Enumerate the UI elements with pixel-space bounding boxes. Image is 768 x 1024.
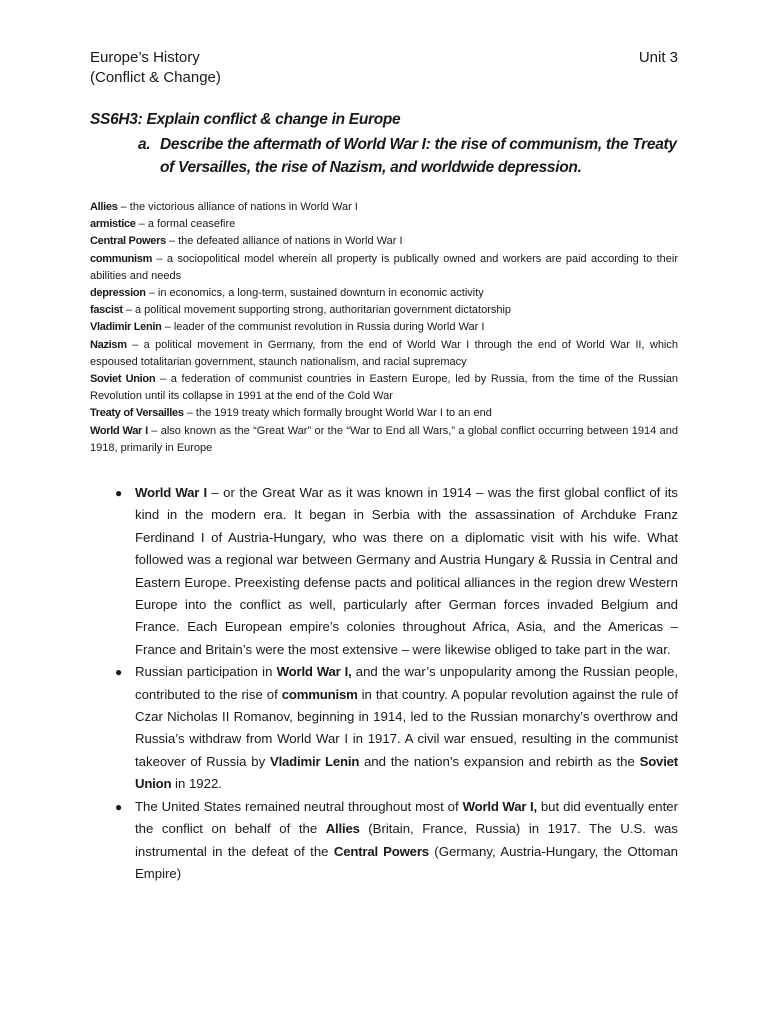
vocabulary-definition: – the 1919 treaty which formally brought World War I to an end	[183, 407, 492, 420]
vocabulary-term: Allies	[90, 201, 118, 213]
bullet-key-term: World War I	[135, 485, 207, 500]
bullet-dot-icon: ●	[115, 486, 123, 500]
bullet-text: (Germany, Austria-Hungary, the Ottoman Empire)	[135, 843, 679, 881]
bullet-text: – or the Great War as it was known in 1914 – was the first global conflict of its kind in the modern era. It began in Serbia with the assassination of Archduke Franz Ferdinand I of Austria-Hungary, who was there on a diplomatic visit with his wife. What followed was a regional war between Germany and Austria Hungary & Russia in Central and Eastern Europe. Preexisting defense pacts and political alliances in the region drew Western Europe into the conflict as well, particularly after German forces invaded Belgium and France. Each European empire’s colonies throughout Africa, Asia, and the Americas – France and Britain’s were the most extensive – were likewise obliged to take part in the war.	[135, 485, 678, 657]
bullet-paragraph	[90, 661, 678, 795]
standard-code: SS6H3: Explain conflict & change in Europe	[90, 111, 401, 128]
standard-element-text: Describe the aftermath of World War I: the rise of communism, the Treaty of Versailles, the rise of Nazism, and worldwide depression.	[160, 136, 677, 176]
standard-element-marker: a.	[138, 136, 151, 153]
vocabulary-term: armistice	[90, 218, 136, 231]
vocabulary-entry	[90, 216, 678, 233]
header-unit: Unit 3	[638, 49, 678, 66]
vocabulary-definition: – the defeated alliance of nations in World War I	[165, 235, 403, 248]
vocabulary-list	[90, 199, 678, 457]
vocabulary-entry	[90, 423, 678, 457]
bullet-text: in that country. A popular revolution against the rule of Czar Nicholas II Romanov, beginning in 1914, led to the Russian monarchy’s overthrow and Russia’s withdraw from World War I in 1917. A civil war ensued, resulting in the communist takeover of Russia by	[135, 686, 679, 769]
vocabulary-term: World War I	[90, 424, 148, 437]
vocabulary-entry	[90, 405, 678, 422]
vocabulary-entry	[90, 285, 678, 302]
bullet-list	[90, 482, 678, 885]
vocabulary-term: Soviet Union	[90, 373, 156, 386]
vocabulary-term: fascist	[90, 304, 123, 317]
vocabulary-term: Vladimir Lenin	[90, 321, 162, 334]
vocabulary-entry	[90, 302, 678, 319]
bullet-key-term: World War I,	[276, 664, 352, 680]
vocabulary-definition: – also known as the “Great War” or the “War to End all Wars,” a global conflict occurring between 1914 and 1918, primarily in Europe	[90, 424, 679, 454]
bullet-key-term: Central Powers	[333, 843, 429, 859]
bullet-key-term: communism	[281, 686, 358, 702]
vocabulary-definition: – the victorious alliance of nations in World War I	[117, 201, 358, 213]
bullet-dot-icon: ●	[115, 799, 123, 814]
vocabulary-definition: – in economics, a long-term, sustained downturn in economic activity	[145, 287, 484, 300]
vocabulary-definition: – leader of the communist revolution in Russia during World War I	[161, 321, 485, 334]
bullet-key-term: World War I,	[462, 798, 537, 814]
bullet-text: and the nation’s expansion and rebirth as the	[359, 753, 640, 769]
vocabulary-term: Central Powers	[90, 235, 166, 248]
bullet-text: in 1922.	[171, 776, 222, 792]
standard-element	[138, 133, 678, 179]
vocabulary-term: communism	[90, 252, 153, 265]
bullet-key-term: Vladimir Lenin	[269, 753, 360, 769]
document-header-title	[90, 48, 221, 88]
bullet-paragraph	[90, 796, 678, 886]
vocabulary-entry	[90, 319, 678, 336]
vocabulary-definition: – a sociopolitical model wherein all property is publically owned and workers are paid according to their abilities and needs	[90, 252, 678, 282]
vocabulary-entry	[90, 337, 678, 371]
vocabulary-entry	[90, 199, 678, 216]
bullet-text: but did eventually enter the conflict on behalf of the	[135, 798, 679, 837]
vocabulary-definition: – a federation of communist countries in Eastern Europe, led by Russia, from the time of the Russian Revolution until its collapse in 1991 at the end of the Cold War	[90, 373, 678, 403]
vocabulary-entry	[90, 251, 678, 285]
vocabulary-definition: – a political movement in Germany, from the end of World War I through the end of World War II, which espoused totalitarian government, staunch nationalism, and racial supremacy	[90, 338, 678, 368]
vocabulary-definition: – a formal ceasefire	[135, 218, 236, 231]
bullet-text: and the war’s unpopularity among the Russian people, contributed to the rise of	[135, 664, 678, 702]
header-title-line2: (Conflict & Change)	[90, 69, 221, 86]
vocabulary-term: Nazism	[90, 338, 127, 351]
bullet-text: (Britain, France, Russia) in 1917. The U.S. was instrumental in the defeat of the	[135, 821, 678, 859]
vocabulary-term: depression	[90, 287, 146, 300]
bullet-key-term: Soviet Union	[135, 753, 678, 792]
vocabulary-term: Treaty of Versailles	[90, 407, 184, 420]
vocabulary-definition: – a political movement supporting strong, authoritarian government dictatorship	[122, 304, 512, 317]
bullet-text: The United States remained neutral throughout most of	[135, 798, 463, 814]
bullet-text: Russian participation in	[135, 664, 277, 680]
header-title-line1: Europe’s History	[90, 49, 200, 66]
vocabulary-entry	[90, 233, 678, 250]
bullet-paragraph	[90, 482, 678, 661]
bullet-dot-icon: ●	[115, 665, 123, 680]
bullet-key-term: Allies	[325, 821, 360, 837]
vocabulary-entry	[90, 371, 678, 405]
